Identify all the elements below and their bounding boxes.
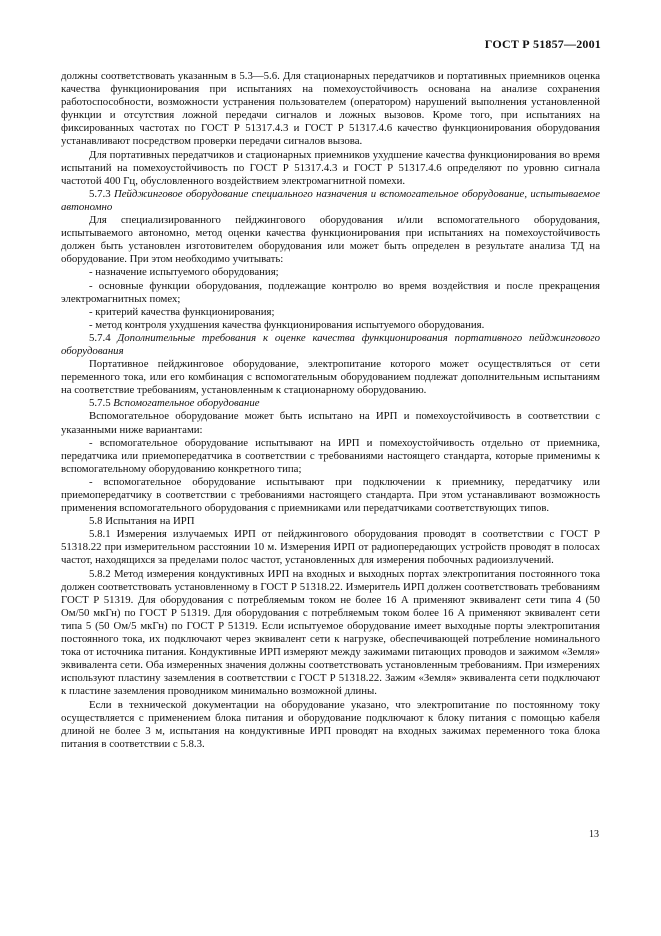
paragraph: Для портативных передатчиков и стационарных приемников ухудшение качества функционирования во время испытаний на помехоустойчивость по ГОСТ Р 51317.4.3 и ГОСТ Р 51317.4.6 определяют по уровню сигнала частотой 400 Гц, обусловленного воздействием электромагнитной помехи.	[61, 148, 600, 187]
section-heading-5-7-4	[61, 332, 600, 358]
list-item: - критерий качества функционирования;	[89, 305, 275, 318]
section-title: Испытания на ИРП	[105, 515, 195, 528]
paragraph: должны соответствовать указанным в 5.3—5.6. Для стационарных передатчиков и портативных приемников оценка качества функционирования при испытаниях на помехоустойчивость основана на анализе сохранения работоспособности, возможности устранения пользователем (оператором) нарушений выполнения установленной функции и отсутствия ложной передачи сигналов и ложных вызовов. Кроме того, при испытаниях на фиксированных частотах по ГОСТ Р 51317.4.3 и ГОСТ Р 51317.4.6 качество функционирования оборудования устанавливают посредством проверки передачи сигналов вызова.	[61, 70, 600, 148]
list-item: - вспомогательное оборудование испытывают на ИРП и помехоустойчивость отдельно от приемника, передатчика или приемопередатчика в соответствии с требованиями настоящего стандарта, которые применимы к вспомогательному оборудованию конкретного типа;	[61, 436, 600, 475]
paragraph: 5.8.1 Измерения излучаемых ИРП от пейджингового оборудования проводят в соответствии с ГОСТ Р 51318.22 при измерительном расстоянии 10 м. Измерения ИРП от радиопередающих устройств проводят в полосах частот, находящихся за пределами полос частот, установленных для измерения побочных радиоизлучений.	[61, 528, 600, 567]
paragraph: Вспомогательное оборудование может быть испытано на ИРП и помехоустойчивость в соответствии с указанными ниже вариантами:	[61, 410, 600, 436]
section-number: 5.7.4	[89, 331, 111, 344]
standard-header: ГОСТ Р 51857—2001	[484, 37, 601, 51]
list-item: - вспомогательное оборудование испытывают при подключении к приемнику, передатчику или приемопередатчику в соответствии с требованиями настоящего стандарта. При этом устанавливают возможность применения вспомогательного оборудования с приемниками или передатчиками соответствующих типов.	[61, 475, 600, 515]
paragraph: Для специализированного пейджингового оборудования и/или вспомогательного оборудования, испытываемого автономно, метод оценки качества функционирования при испытаниях на помехоустойчивость должен быть установлен изготовителем оборудования или может быть определен в результате анализа ТД на оборудование. При этом необходимо учитывать:	[61, 214, 600, 266]
paragraph: 5.8.2 Метод измерения кондуктивных ИРП на входных и выходных портах электропитания постоянного тока должен соответствовать установленному в ГОСТ Р 51318.22. Измеритель ИРП должен соответствовать требованиям ГОСТ Р 51319. Для оборудования с потребляемым током не более 16 А применяют эквивалент сети типа 4 (50 Ом/50 мкГн) по ГОСТ Р 51319. Для оборудования с потребляемым током более 16 А применяют эквивалент сети типа 5 (50 Ом/5 мкГн) по ГОСТ Р 51319. Если испытуемое оборудование имеет выходные порты электропитания постоянного тока, их подключают через эквивалент сети к нагрузке, обеспечивающей потребление номинального тока от источника питания. Кондуктивные ИРП измеряют между зажимами питающих проводов и зажимом «Земля» эквивалента сети. Оба измеренных значения должны соответствовать установленным требованиям. При измерениях используют пластину заземления в соответствии с ГОСТ Р 51318.22. Зажим «Земля» эквивалента сети подключают к пластине заземления проводником минимально возможной длины.	[61, 567, 600, 698]
list-item: - назначение испытуемого оборудования;	[89, 266, 279, 279]
document-body	[61, 70, 600, 751]
paragraph: Портативное пейджинговое оборудование, электропитание которого может осуществляться от сети переменного тока, или его комбинация с вспомогательным оборудованием подлежат дополнительным испытаниям на соответствие требованиям, установленным к стационарному оборудованию.	[61, 358, 600, 397]
section-heading-5-7-5	[61, 397, 600, 410]
list-item: - метод контроля ухудшения качества функционирования испытуемого оборудования.	[89, 318, 485, 331]
section-number: 5.7.5	[89, 397, 111, 410]
paragraph: Если в технической документации на оборудование указано, что электропитание по постоянному току осуществляется с применением блока питания и оборудование подключают к блоку питания с помощью кабеля длиной не более 3 м, испытания на кондуктивные ИРП проводят на входных зажимах переменного тока блока питания в соответствии с 5.8.3.	[61, 698, 600, 750]
section-number: 5.8	[89, 515, 103, 528]
section-heading-5-7-3	[61, 188, 600, 214]
list-item: - основные функции оборудования, подлежащие контролю во время воздействия и после прекращения электромагнитных помех;	[61, 279, 600, 305]
section-number: 5.7.3	[89, 187, 111, 200]
section-title: Пейджинговое оборудование специального назначения и вспомогательное оборудование, испытываемое автономно	[61, 187, 600, 213]
section-title: Дополнительные требования к оценке качества функционирования портативного пейджингового оборудования	[61, 331, 600, 357]
section-heading-5-8	[61, 515, 600, 528]
page-number: 13	[589, 829, 599, 840]
section-title: Вспомогательное оборудование	[113, 397, 260, 410]
